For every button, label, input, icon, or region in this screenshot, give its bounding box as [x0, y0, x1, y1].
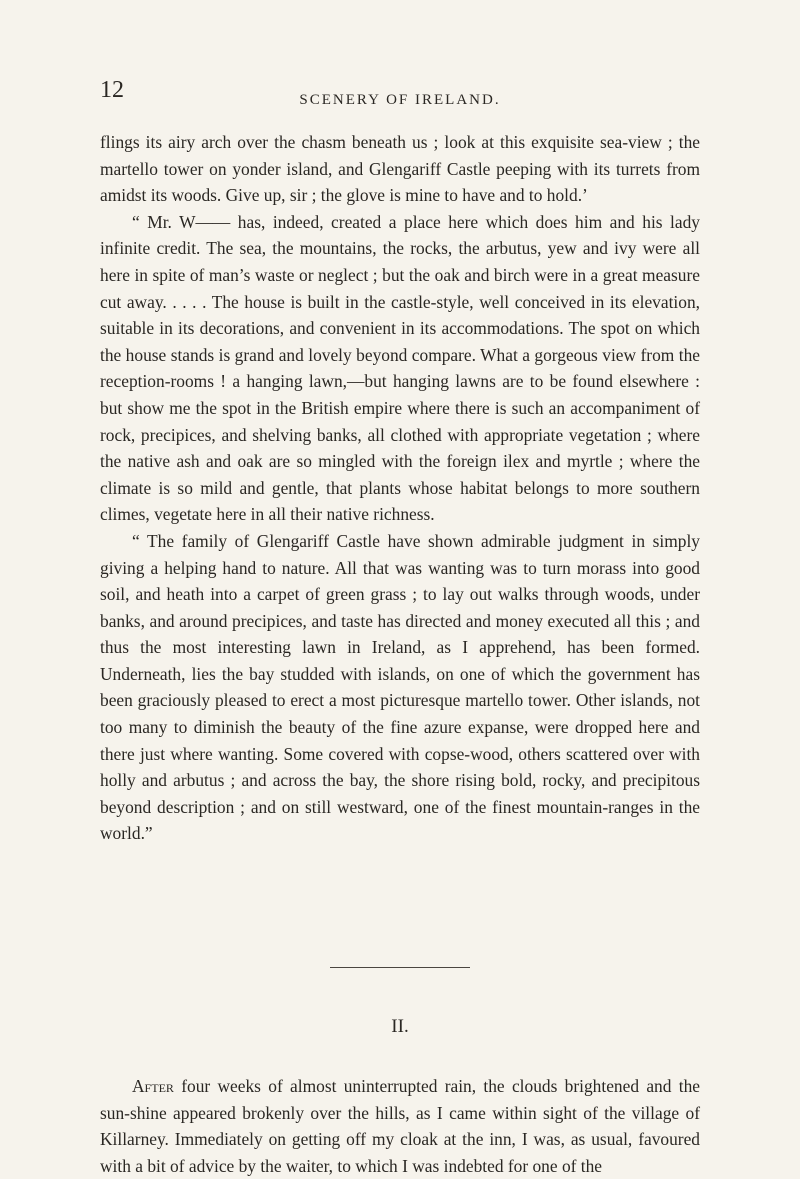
- paragraph-3: “ The family of Glengariff Castle have shown admirable judgment in simply giving a helping hand to nature. All that was wanting was to turn morass into good soil, and heath into a carpet of green grass ; to lay out walks through woods, under banks, and around precipices, and taste has directed and money executed all this ; and thus the most interesting lawn in Ireland, as I apprehend, has been formed. Underneath, lies the bay studded with islands, on one of which the government has been graciously pleased to erect a most picturesque martello tower. Other islands, not too many to diminish the beauty of the fine azure expanse, were dropped here and there just where wanting. Some covered with copse-wood, others scattered over with holly and arbutus ; and across the bay, the shore rising bold, rocky, and precipitous beyond description ; and on still westward, one of the finest mountain-ranges in the world.”: [100, 530, 700, 844]
- section-divider: [330, 967, 470, 968]
- section-first-word: After: [132, 1076, 174, 1096]
- paragraph-1: flings its airy arch over the chasm beneath us ; look at this exquisite sea-view ; the martello tower on yonder island, and Glengariff Castle peeping with its turrets from amidst its woods. Give up, sir ; the glove is mine to have and to hold.’: [100, 132, 700, 206]
- body-text: [100, 129, 700, 847]
- section-paragraph-text: four weeks of almost uninterrupted rain, the clouds brightened and the sun-shine appeared brokenly over the hills, as I came within sight of the village of Killarney. Immediately on getting off my cloak at the inn, I was, as usual, favoured with a bit of advice by the waiter, to which I was indebted for one of the: [100, 1076, 700, 1176]
- section-text: [100, 1073, 700, 1179]
- paragraph-4: [100, 1073, 700, 1179]
- paragraph-2: “ Mr. W—— has, indeed, created a place here which does him and his lady infinite credit. The sea, the mountains, the rocks, the arbutus, yew and ivy were all here in spite of man’s waste or neglect ; but the oak and birch were in a great measure cut away. . . . . The house is built in the castle-style, well conceived in its elevation, suitable in its decorations, and convenient in its accommodations. The spot on which the house stands is grand and lovely beyond compare. What a gorgeous view from the reception-rooms ! a hanging lawn,—but hanging lawns are to be found elsewhere : but show me the spot in the British empire where there is such an accompaniment of rock, precipices, and shelving banks, all clothed with appropriate vegetation ; where the native ash and oak are so mingled with the foreign ilex and myrtle ; where the climate is so mild and gentle, that plants whose habitat belongs to more southern climes, vegetate here in all their native richness.: [100, 211, 700, 525]
- page-number: 12: [100, 77, 124, 103]
- section-number: II.: [391, 1016, 409, 1037]
- running-head: SCENERY OF IRELAND.: [299, 92, 501, 108]
